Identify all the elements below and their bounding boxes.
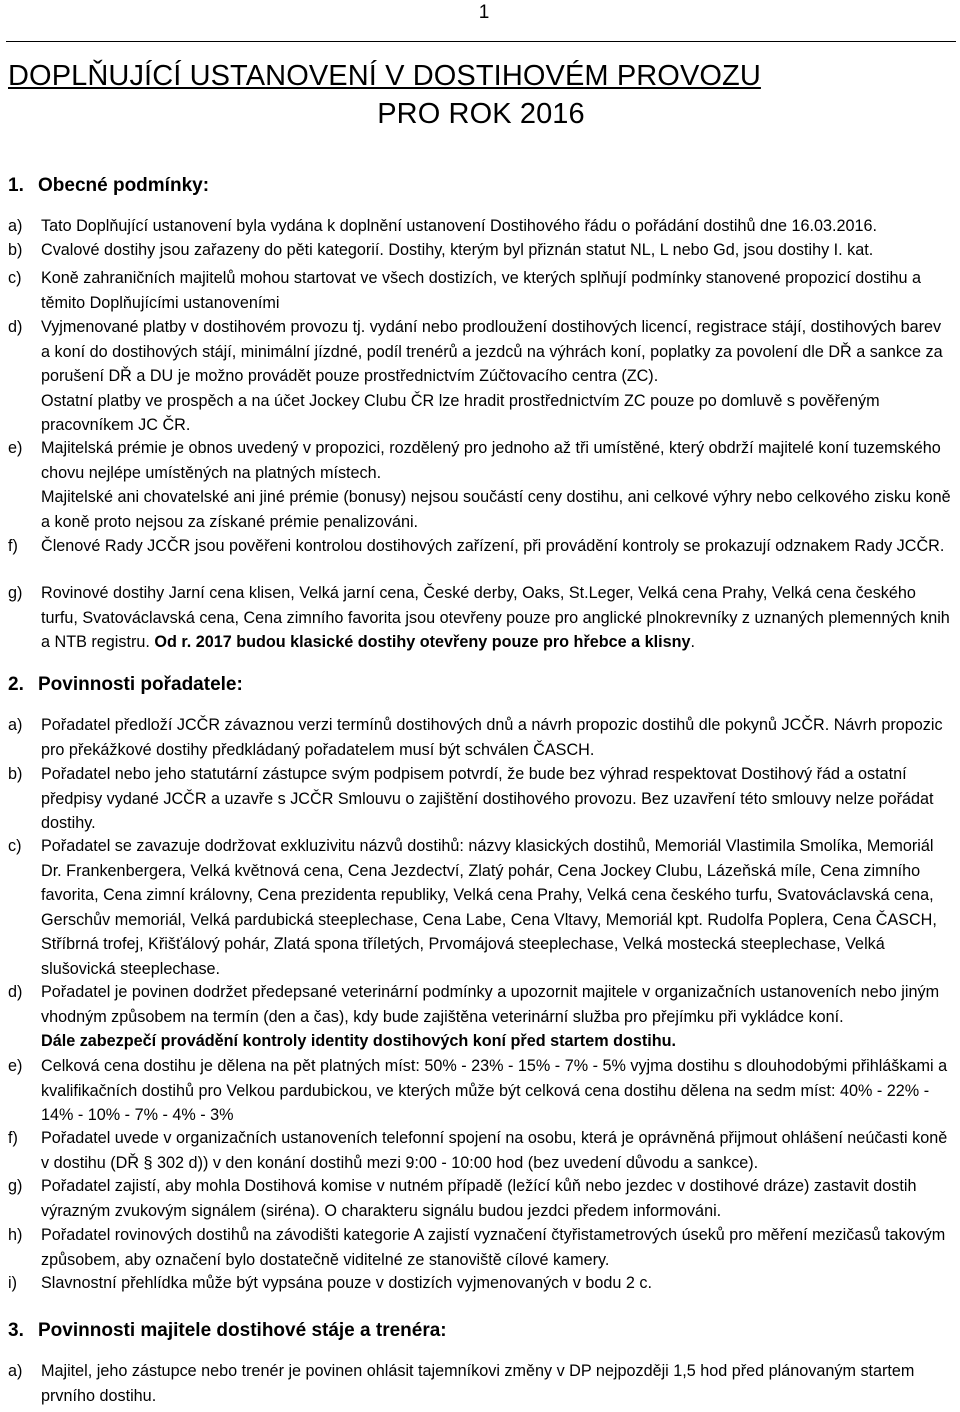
item-label: f) [8,1129,18,1147]
section-title: Povinnosti majitele dostihové stáje a trenéra: [38,1320,447,1341]
document-title: DOPLŇUJÍCÍ USTANOVENÍ V DOSTIHOVÉM PROVOZU [8,60,761,92]
item-text-continued: Ostatní platby ve prospěch a na účet Jockey Clubu ČR lze hradit prostřednictvím ZC pouze po domluvě s pověřeným pracovníkem JC ČR. [41,391,880,435]
list-item [8,1359,953,1408]
item-text: Cvalové dostihy jsou zařazeny do pěti kategorií. Dostihy, kterým byl přiznán statut NL, L nebo Gd, jsou dostihy I. kat. [41,241,874,259]
item-text [41,581,953,655]
page-number: 1 [478,2,490,23]
list-item [8,214,953,239]
list-item [8,534,953,559]
item-text: Vyjmenované platby v dostihovém provozu tj. vydání nebo prodloužení dostihových licencí, registrace stájí, dostihových barev a koní do dostihových stájí, minimální jízdné, podíl trenérů a jezdců na výhrách koní, poplatky za povolení dle DŘ a sankce za porušení DŘ a DU je možno provádět pouze prostřednictvím Zúčtovacího centra (ZC). [41,318,943,386]
item-text: Koně zahraničních majitelů mohou startovat ve všech dostizích, ve kterých splňují podmínky stanovené propozicí dostihu a těmito Doplňujícími ustanoveními [41,269,921,312]
item-text: Pořadatel se zavazuje dodržovat exkluzivitu názvů dostihů: názvy klasických dostihů, Memoriál Vlastimila Smolíka, Memoriál Dr. Frankenbergera, Velká květnová cena, Cena Jezdectví, Zlatý pohár, Cena Jockey Clubu, Lázeňská míle, Cena zimního favorita, Cena zimní královny, Cena prezidenta republiky, Velká cena Prahy, Velká cena českého turfu, Svatováclavská cena, Gerschův memoriál, Velká pardubická steeplechase, Cena Labe, Cena Vltavy, Memoriál kpt. Rudolfa Poplera, Cena ČASCH, Stříbrná trofej, Křišťálový pohár, Zlatá spona tříletých, Prvomájová steeplechase, Velká mostecká steeplechase, Velká slušovická steeplechase. [41,837,937,978]
item-label: f) [8,537,18,555]
list-item [8,762,953,836]
item-label: b) [8,765,23,783]
list-item [8,834,953,982]
item-label: e) [8,1057,23,1075]
item-text: Tato Doplňující ustanovení byla vydána k doplnění ustanovení Dostihového řádu o pořádání dostihů dne 16.03.2016. [41,217,878,235]
item-text-tail: . [690,633,696,652]
item-text-bold: Od r. 2017 budou klasické dostihy otevřeny pouze pro hřebce a klisny [154,633,691,652]
item-text: Pořadatel zajistí, aby mohla Dostihová komise v nutném případě (ležící kůň nebo jezdec v dostihové dráze) zastavit dostih výrazným zvukovým signálem (siréna). O charakteru signálu budou jezdci předem informováni. [41,1177,917,1220]
list-item [8,1223,953,1272]
item-text: Majitel, jeho zástupce nebo trenér je povinen ohlásit tajemníkovi změny v DP nejpozději 1,5 hod před plánovaným startem prvního dostihu. [41,1362,915,1405]
list-item [8,315,953,438]
list-item [8,1174,953,1223]
item-text-regular: Rovinové dostihy Jarní cena klisen, Velká jarní cena, České derby, Oaks, St.Leger, Velká cena Prahy, Velká cena českého turfu, Svatováclavská cena, Cena zimního favorita jsou otevřeny pouze pro anglické plnokrevníky z uznaných plemenných knih a NTB registru. [41,584,950,652]
item-label: g) [8,584,23,602]
list-item [8,581,953,655]
item-label: e) [8,439,23,457]
list-item [8,713,953,762]
list-item [8,436,953,534]
section-heading [8,674,243,696]
list-item [8,980,953,1054]
item-text-continued: Majitelské ani chovatelské ani jiné prémie (bonusy) nejsou součástí ceny dostihu, ani celkové výhry nebo celkového zisku koně a koně proto nejsou za získané prémie penalizováni. [41,488,951,531]
section-heading [8,1320,447,1342]
item-label: g) [8,1177,23,1195]
item-label: c) [8,269,22,287]
list-item [8,266,953,315]
list-item [8,1126,953,1175]
section-number: 3. [8,1320,24,1341]
item-text: Pořadatel je povinen dodržet předepsané veterinární podmínky a upozornit majitele v organizačních ustanoveních nebo jiným vhodným způsobem na termín (den a čas), kdy bude zajištěna veterinární služba pro přejímku při vykládce koní. [41,983,940,1026]
item-label: a) [8,1362,23,1380]
item-text: Pořadatel předloží JCČR závaznou verzi termínů dostihových dnů a návrh propozic dostihů dle pokynů JCČR. Návrh propozic pro překážkové dostihy předkládaný pořadatelem musí být schválen ČASCH. [41,716,943,759]
section-title: Obecné podmínky: [38,175,210,196]
header-rule [6,41,956,42]
section-number: 1. [8,175,24,196]
item-label: d) [8,318,23,336]
section-number: 2. [8,674,24,695]
item-label: a) [8,716,23,734]
item-label: a) [8,217,23,235]
item-label: i) [8,1274,17,1292]
list-item [8,1271,953,1296]
item-text: Členové Rady JCČR jsou pověřeni kontrolou dostihových zařízení, při provádění kontroly se prokazují odznakem Rady JCČR. [41,537,945,555]
item-text: Slavnostní přehlídka může být vypsána pouze v dostizích vyjmenovaných v bodu 2 c. [41,1274,652,1292]
item-text: Celková cena dostihu je dělena na pět platných míst: 50% - 23% - 15% - 7% - 5% vyjma dostihu s dlouhodobými přihláškami a kvalifikačních dostihů pro Velkou pardubickou, ve kterých může být celková cena dostihu dělena na sedm míst: 40% - 22% - 14% - 10% - 7% - 4% - 3% [41,1057,948,1125]
item-label: d) [8,983,23,1001]
item-label: h) [8,1226,23,1244]
item-label: c) [8,837,22,855]
list-item [8,238,953,263]
item-text: Pořadatel rovinových dostihů na závodišti kategorie A zajistí vyznačení čtyřistametrových úseků pro měření mezičasů takovým způsobem, aby označení bylo dostatečně viditelné ze stanoviště cílové kamery. [41,1226,946,1269]
item-text-bold: Dále zabezpečí provádění kontroly identity dostihových koní před startem dostihu. [41,1032,677,1051]
item-label: b) [8,241,23,259]
list-item [8,1054,953,1128]
section-title: Povinnosti pořadatele: [38,674,243,695]
section-heading [8,175,209,197]
item-text: Pořadatel uvede v organizačních ustanoveních telefonní spojení na osobu, která je oprávněná přijmout ohlášení neúčasti koně v dostihu (DŘ § 302 d)) v den konání dostihů mezi 9:00 - 10:00 hod (bez uvedení důvodu a sankce). [41,1129,948,1172]
document-subtitle: PRO ROK 2016 [377,98,585,130]
item-text: Majitelská prémie je obnos uvedený v propozici, rozdělený pro jednoho až tři umístěné, který obdrží majitelé koní tuzemského chovu nejlépe umístěných na platných místech. [41,439,941,482]
item-text: Pořadatel nebo jeho statutární zástupce svým podpisem potvrdí, že bude bez výhrad respektovat Dostihový řád a ostatní předpisy vydané JCČR a uzavře s JCČR Smlouvu o zajištění dostihového provozu. Bez uzavření této smlouvy nelze pořádat dostihy. [41,765,934,833]
